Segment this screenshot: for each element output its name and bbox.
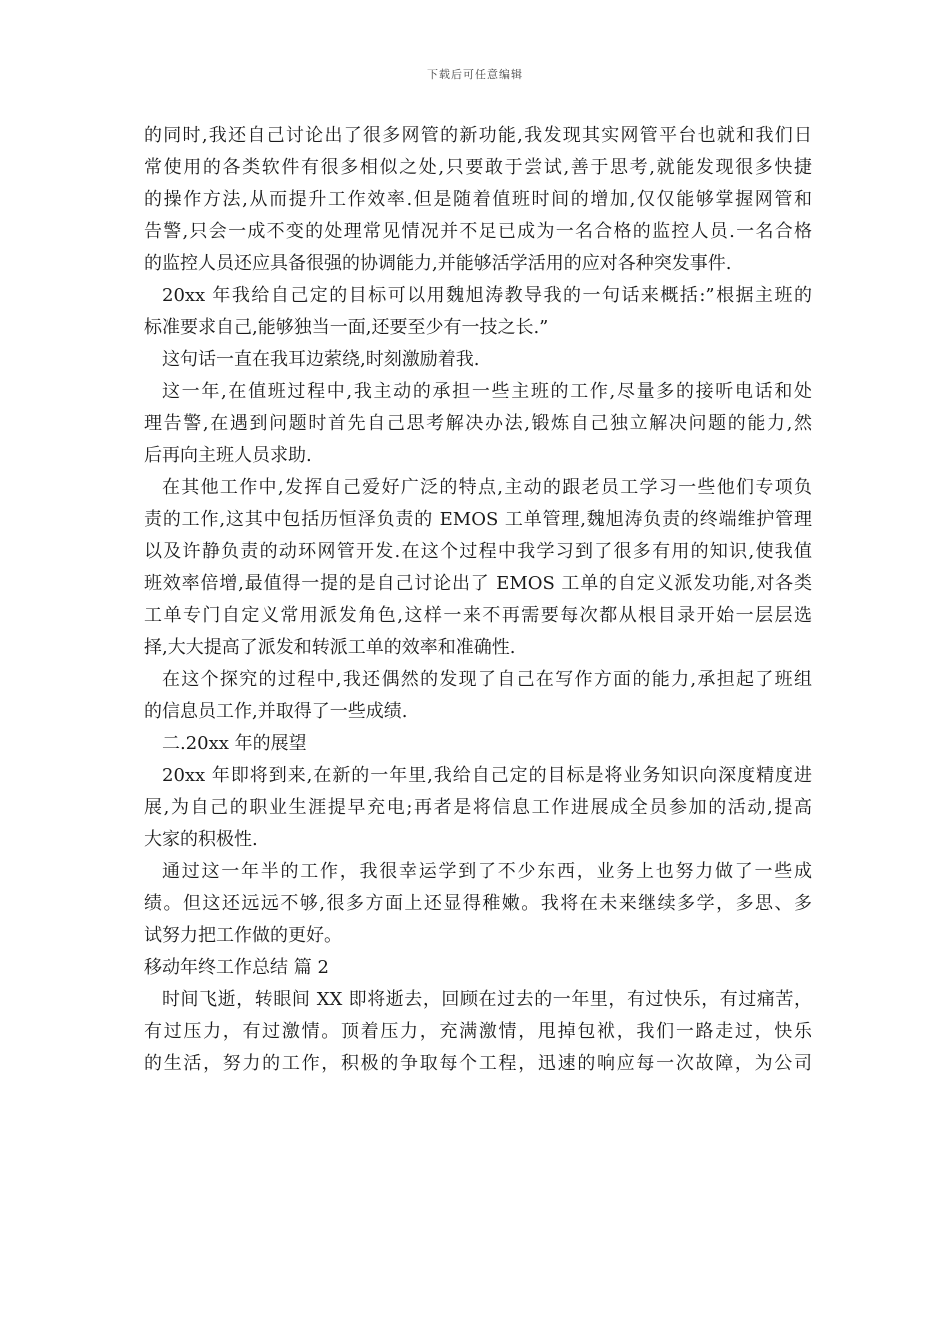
text-line: 展,为自己的职业生涯提早充电;再者是将信息工作进展成全员参加的活动,提高 (144, 797, 812, 818)
text-line: 20xx 年即将到来,在新的一年里,我给自己定的目标是将业务知识向深度精度进 (162, 765, 812, 786)
document-body (144, 120, 812, 1080)
text-line: 以及许静负责的动环网管开发.在这个过程中我学习到了很多有用的知识,使我值 (144, 541, 812, 562)
text-line: 常使用的各类软件有很多相似之处,只要敢于尝试,善于思考,就能发现很多快捷 (144, 157, 812, 178)
text-line: 移动年终工作总结 篇 2 (144, 957, 329, 978)
text-line: 绩。但这还远远不够,很多方面上还显得稚嫩。我将在未来继续多学，多思、多 (144, 893, 812, 914)
text-line: 试努力把工作做的更好。 (144, 925, 342, 946)
text-line: 择,大大提高了派发和转派工单的效率和准确性. (144, 637, 516, 658)
text-line: 20xx 年我给自己定的目标可以用魏旭涛教导我的一句话来概括:”根据主班的 (162, 285, 812, 306)
text-line: 在这个探究的过程中,我还偶然的发现了自己在写作方面的能力,承担起了班组 (162, 669, 812, 690)
text-line: 的操作方法,从而提升工作效率.但是随着值班时间的增加,仅仅能够掌握网管和 (144, 189, 812, 210)
text-line: 通过这一年半的工作，我很幸运学到了不少东西，业务上也努力做了一些成 (162, 861, 812, 882)
text-line: 后再向主班人员求助. (144, 445, 312, 466)
text-line: 的生活，努力的工作，积极的争取每个工程，迅速的响应每一次故障，为公司 (144, 1053, 812, 1074)
text-line: 告警,只会一成不变的处理常见情况并不足已成为一名合格的监控人员.一名合格 (144, 221, 812, 242)
text-line: 班效率倍增,最值得一提的是自己讨论出了 EMOS 工单的自定义派发功能,对各类 (144, 573, 812, 594)
text-line: 大家的积极性. (144, 829, 258, 850)
text-line: 时间飞逝，转眼间 XX 即将逝去，回顾在过去的一年里，有过快乐，有过痛苦， (162, 989, 812, 1010)
text-line: 二.20xx 年的展望 (162, 733, 307, 754)
page-header: 下载后可任意编辑 (427, 68, 523, 81)
text-line: 在其他工作中,发挥自己爱好广泛的特点,主动的跟老员工学习一些他们专项负 (162, 477, 812, 498)
text-line: 标准要求自己,能够独当一面,还要至少有一技之长.” (144, 317, 549, 338)
text-line: 的同时,我还自己讨论出了很多网管的新功能,我发现其实网管平台也就和我们日 (144, 125, 812, 146)
text-line: 责的工作,这其中包括历恒泽负责的 EMOS 工单管理,魏旭涛负责的终端维护管理 (144, 509, 812, 530)
text-line: 这句话一直在我耳边萦绕,时刻激励着我. (162, 349, 480, 370)
text-line: 的信息员工作,并取得了一些成绩. (144, 701, 408, 722)
text-line: 有过压力，有过激情。顶着压力，充满激情，甩掉包袱，我们一路走过，快乐 (144, 1021, 812, 1042)
text-line: 的监控人员还应具备很强的协调能力,并能够活学活用的应对各种突发事件. (144, 253, 732, 274)
text-line: 工单专门自定义常用派发角色,这样一来不再需要每次都从根目录开始一层层选 (144, 605, 812, 626)
text-line: 理告警,在遇到问题时首先自己思考解决办法,锻炼自己独立解决问题的能力,然 (144, 413, 812, 434)
text-line: 这一年,在值班过程中,我主动的承担一些主班的工作,尽量多的接听电话和处 (162, 381, 812, 402)
